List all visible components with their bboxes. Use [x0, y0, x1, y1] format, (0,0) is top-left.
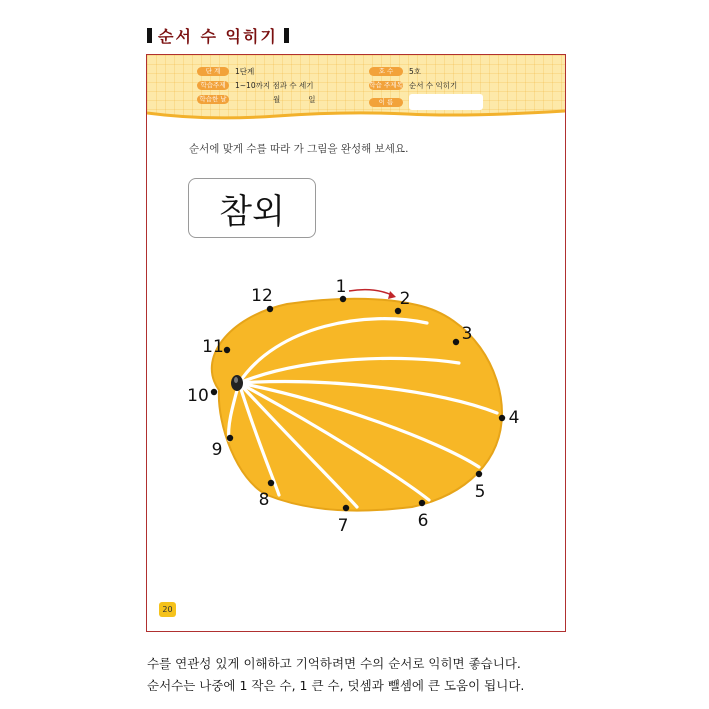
melon-body [212, 299, 502, 511]
page-number: 20 [159, 602, 176, 617]
month-label: 월 [273, 95, 281, 104]
dot-12 [267, 306, 273, 312]
title-left-bar [147, 28, 152, 43]
dot-8 [268, 480, 274, 486]
dot-label-12: 12 [251, 286, 273, 306]
issue-value: 5호 [409, 67, 422, 76]
dot-label-3: 3 [461, 324, 473, 344]
subtitle-tag: 학습 주제목 [369, 81, 403, 89]
dot-label-11: 11 [202, 337, 224, 357]
title-right-bar [284, 28, 289, 43]
dot-label-9: 9 [211, 440, 223, 460]
topic-value: 1~10까지 점과 수 세기 [235, 81, 314, 90]
title-text: 순서 수 익히기 [158, 26, 278, 46]
dot-label-8: 8 [258, 490, 270, 510]
instruction-text: 순서에 맞게 수를 따라 가 그림을 완성해 보세요. [189, 143, 409, 155]
date-tag: 학습한 날 [197, 95, 229, 104]
melon-stem [231, 375, 243, 391]
subtitle-value: 순서 수 익히기 [409, 81, 458, 90]
dot-to-dot-drawing [147, 55, 565, 631]
dot-6 [419, 500, 425, 506]
day-label: 일 [308, 95, 316, 104]
worksheet-title [147, 22, 289, 48]
dot-label-1: 1 [335, 277, 347, 297]
dot-9 [227, 435, 233, 441]
dot-10 [211, 389, 217, 395]
step-value: 1단계 [235, 67, 255, 76]
arrow-1-to-2 [349, 290, 394, 296]
dot-label-4: 4 [508, 408, 520, 428]
dot-11 [224, 347, 230, 353]
step-tag: 단 계 [197, 67, 229, 76]
dot-5 [476, 471, 482, 477]
name-tag: 이 름 [369, 98, 403, 107]
dot-label-5: 5 [474, 482, 486, 502]
dot-label-2: 2 [399, 289, 411, 309]
topic-tag: 학습주제 [197, 81, 229, 90]
caption-line-2: 순서수는 나중에 1 작은 수, 1 큰 수, 덧셈과 뺄셈에 큰 도움이 됩니다. [147, 678, 525, 693]
dot-4 [499, 415, 505, 421]
dot-7 [343, 505, 349, 511]
dot-label-7: 7 [337, 516, 349, 536]
worksheet-page [146, 54, 566, 632]
picture-label: 참외 [219, 191, 285, 232]
dot-label-10: 10 [187, 386, 209, 406]
dot-3 [453, 339, 459, 345]
issue-tag: 호 수 [369, 67, 403, 76]
caption-line-1: 수를 연관성 있게 이해하고 기억하려면 수의 순서로 익히면 좋습니다. [147, 656, 521, 671]
dot-label-6: 6 [417, 511, 429, 531]
